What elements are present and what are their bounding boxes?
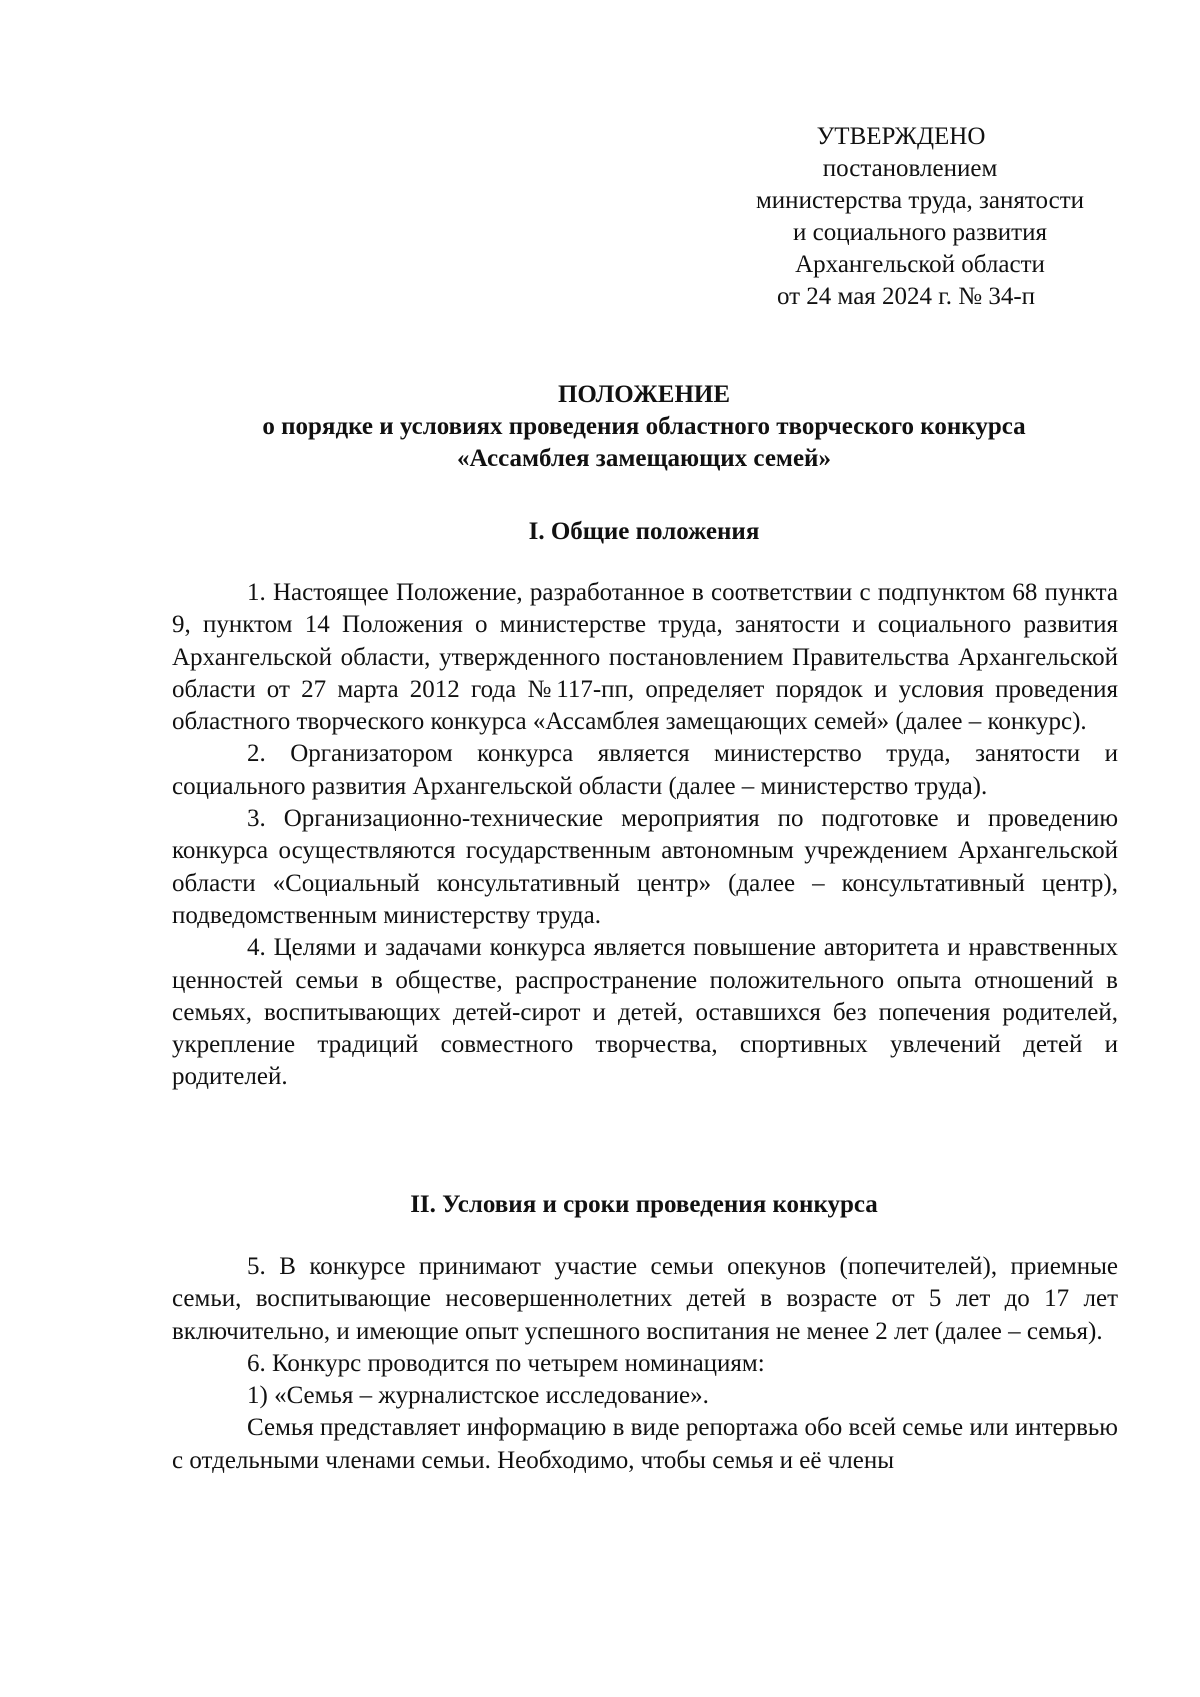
approval-line: Архангельской области [795, 251, 1045, 278]
title-line: «Ассамблея замещающих семей» [457, 445, 831, 472]
title-line: ПОЛОЖЕНИЕ [557, 381, 731, 408]
paragraph: 1. Настоящее Положение, разработанное в соответствии с подпунктом 68 пункта 9, пунктом 14 Положения о министерстве труда, занятости и социального развития Архангельской области, утвержденного постановлением Правительства Архангельской области от 27 марта 2012 года №117-пп, определяет порядок и условия проведения областного творческого конкурса «Ассамблея замещающих семей» (далее – конкурс). [172, 579, 1118, 736]
paragraph: Семья представляет информацию в виде репортажа обо всей семье или интервью с отдельными членами семьи. Необходимо, чтобы семья и её члены [172, 1414, 1118, 1474]
approval-line: министерства труда, занятости [755, 187, 1085, 214]
approval-line: постановлением [822, 155, 998, 182]
approval-line: и социального развития [793, 219, 1047, 246]
approval-date-number: от 24 мая 2024 г. № 34-п [776, 283, 1036, 310]
paragraph: 6. Конкурс проводится по четырем номинациям: [247, 1349, 765, 1377]
section-general-body [172, 577, 1118, 1094]
paragraph: 4. Целями и задачами конкурса является повышение авторитета и нравственных ценностей семьи в обществе, распространение положительного опыта отношений в семьях, воспитывающих детей-сирот и детей, оставшихся без попечения родителей, укрепление традиций совместного творчества, спортивных увлечений детей и родителей. [172, 934, 1118, 1091]
approval-heading: УТВЕРЖДЕНО [816, 123, 986, 150]
section-heading-conditions: II. Условия и сроки проведения конкурса [410, 1191, 878, 1218]
paragraph: 5. В конкурсе принимают участие семьи опекунов (попечителей), приемные семьи, воспитывающие несовершеннолетних детей в возрасте от 5 лет до 17 лет включительно, и имеющие опыт успешного воспитания не менее 2 лет (далее – семья). [172, 1253, 1118, 1345]
paragraph: 1) «Семья – журналистское исследование». [247, 1382, 709, 1410]
document-title [170, 379, 1118, 475]
section-conditions-body [172, 1251, 1118, 1477]
section-heading-general: I. Общие положения [528, 518, 760, 545]
paragraph: 2. Организатором конкурса является министерство труда, занятости и социального развития Архангельской области (далее – министерство труда). [172, 740, 1118, 800]
approval-stamp-block [710, 121, 1130, 313]
title-line: о порядке и условиях проведения областного творческого конкурса [262, 413, 1026, 440]
paragraph: 3. Организационно-технические мероприятия по подготовке и проведению конкурса осуществляются государственным автономным учреждением Архангельской области «Социальный консультативный центр» (далее – консультативный центр), подведомственным министерству труда. [172, 805, 1118, 929]
